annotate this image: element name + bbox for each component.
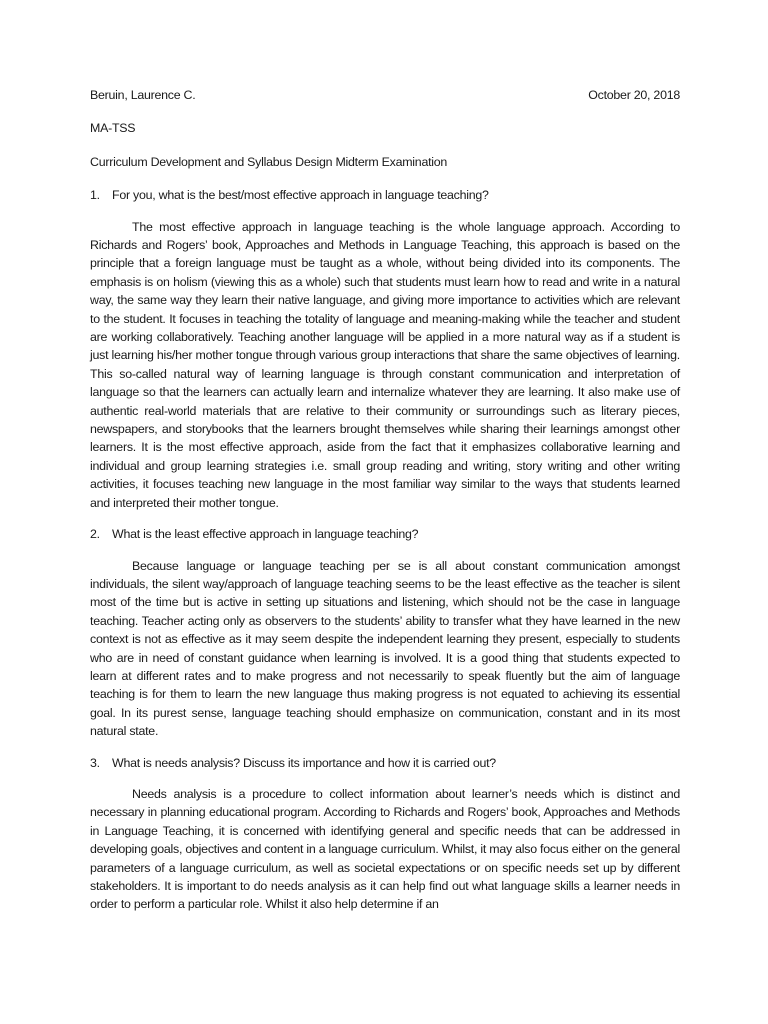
question-number: 2. (90, 527, 100, 542)
question-1 (90, 186, 680, 204)
question-text: What is the least effective approach in language teaching? (112, 527, 419, 542)
exam-title: Curriculum Development and Syllabus Design Midterm Examination (90, 154, 448, 169)
document-body (90, 86, 680, 927)
answer-2: Because language or language teaching per se is all about constant communication amongst individuals, the silent way/approach of language teaching seems to be the least effective as the teacher is silent most of the time but is active in setting up situations and listening, which should not be the case in language teaching. Teacher acting only as observers to the students’ ability to transfer what they have learned in the new context is not as effective as it may seem despite the independent learning they present, especially to students who are in need of constant guidance when learning is involved. It is a good thing that students expected to learn at different rates and to make progress and not necessarily to speak fluently but the aim of language teaching is for them to learn the new language thus making progress is not equated to achieving its essential goal. In its purest sense, language teaching should emphasize on communication, constant and in its most natural state. (90, 558, 680, 739)
question-2 (90, 525, 680, 543)
question-number: 3. (90, 755, 100, 770)
answer-1: The most effective approach in language teaching is the whole language approach. According to Richards and Rogers’ book, Approaches and Methods in Language Teaching, this approach is based on the principle that a foreign language must be taught as a whole, without being divided into its components. The emphasis is on holism (viewing this as a whole) such that students must learn how to read and write in a natural way, the same way they learn their native language, and giving more importance to activities which are relevant to the student. It focuses in teaching the totality of language and meaning-making while the teacher and student are working collaboratively. Teaching another language will be applied in a more natural way as if a student is just learning his/her mother tongue through various group interactions that share the same objectives of learning. This so-called natural way of learning language is through constant communication and interpretation of language so that the learners can actually learn and internalize whatever they are learning. It also make use of authentic real-world materials that are relative to their community or surroundings such as literary pieces, newspapers, and storybooks that the learners brought themselves while sharing their learnings amongst other learners. It is the most effective approach, aside from the fact that it emphasizes collaborative learning and individual and group learning strategies i.e. small group reading and writing, story writing and other writing activities, it focuses teaching new language in the most familiar way similar to the ways that students learned and interpreted their mother tongue. (90, 219, 680, 510)
header-row (90, 86, 680, 104)
program-name: MA-TSS (90, 121, 136, 136)
question-text: What is needs analysis? Discuss its importance and how it is carried out? (112, 755, 496, 770)
question-number: 1. (90, 188, 100, 203)
author-name: Beruin, Laurence C. (90, 88, 196, 102)
question-3 (90, 754, 680, 772)
exam-date: October 20, 2018 (588, 88, 680, 102)
answer-3: Needs analysis is a procedure to collect information about learner’s needs which is distinct and necessary in planning educational program. According to Richards and Rogers’ book, Approaches and Methods in Language Teaching, it is concerned with identifying general and specific needs that can be addressed in developing goals, objectives and content in a language curriculum. Whilst, it may also focus either on the general parameters of a language curriculum, as well as societal expectations or on specific needs set up by different stakeholders. It is important to do needs analysis as it can help find out what language skills a learner needs in order to perform a particular role. Whilst it also help determine if an (90, 786, 681, 912)
question-text: For you, what is the best/most effective approach in language teaching? (112, 188, 489, 203)
